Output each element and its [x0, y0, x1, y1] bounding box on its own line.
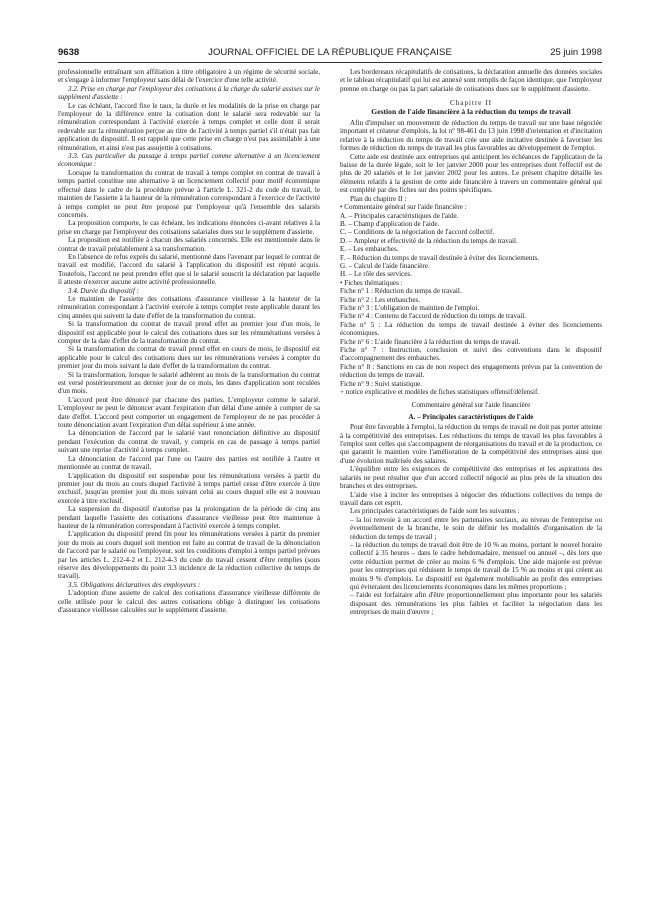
paragraph: Plan du chapitre II :: [350, 194, 407, 203]
list-item: – la réduction du temps de travail doit être de 10 % au moins, portant le nouvel horaire collectif à 35 heures – dans le cadre hebdomadaire, mensuel ou annuel –, dès lors que cette réduction permet de créer au moins 6 % d'emplois. Une aide majorée est prévue pour les entreprises qui réduisent le temps de travail de 15 % au moins et qui créent au moins 9 % d'emplois. Le dispositif est également mobilisable au profit des entreprises qui éviteraient des licenciements économiques dans les mêmes proportions ;: [350, 540, 602, 591]
paragraph: La suspension du dispositif n'autorise pas la prolongation de la période de cinq ans pendant laquelle l'assiette des cotisations d'assurance vieillesse peut être maintenue à hauteur de la rémunération correspondant à l'activité exercée à temps complet.: [58, 505, 320, 530]
right-intro: [340, 68, 602, 93]
paragraph: L'application du dispositif prend fin pour les rémunérations versées à partir du premier jour du mois au cours duquel soit mention est faite au contrat de travail de la dénonciation de l'accord par le salarié ou l'employeur, soit les conditions d'emploi à temps partiel prévues par les articles L. 212-4-2 et L. 212-4-3 du code du travail cessent d'être remplies (sous réserve des développements du point 3.3 incidence de la réduction collective du temps de travail).: [58, 530, 320, 581]
paragraph: La dénonciation de l'accord par le salarié vaut renonciation définitive au dispositif pendant l'exécution du contrat de travail, y compris en cas de passage à temps partiel suivant une reprise d'activité à temps complet.: [58, 429, 320, 455]
list-item: A. – Principales caractéristiques de l'aide.: [340, 211, 459, 220]
paragraph: Le maintien de l'assiette des cotisations d'assurance vieillesse à la hauteur de la rémunération correspondant à l'activité exercée à temps complet reste applicable durant les cinq années qui suivent la date d'effet de la transformation du contrat.: [58, 294, 320, 320]
paragraph: Afin d'impulser un mouvement de réduction du temps de travail sur une base négociée important et créateur d'emplois, la loi n° 98-461 du 13 juin 1998 d'orientation et d'incitation relative à la réduction du temps de travail crée une aide incitative destinée à favoriser les formes de réduction du temps de travail les plus favorables au développement de l'emploi.: [340, 119, 602, 153]
list-item: B. – Champ d'application de l'aide.: [340, 219, 440, 228]
list-item: Fiche n° 7 : Instruction, conclusion et suivi des conventions dans le dispositif d'accompagnement des embauches.: [340, 346, 602, 363]
list-item: F. – Réduction du temps de travail destinée à éviter des licenciements.: [340, 253, 539, 262]
plan-list: [340, 203, 602, 396]
section-subtitle: A. – Principales caractéristiques de l'aide: [408, 412, 534, 421]
right-column: [340, 68, 602, 617]
paragraph: L'adoption d'une assiette de calcul des cotisations d'assurance vieillesse différente de celle utilisée pour le calcul des autres cotisations oblige à distinguer les cotisations d'assurance vieillesse calculées sur le supplément d'assiette.: [58, 589, 320, 614]
list-item: Fiche n° 1 : Réduction du temps de travail.: [340, 287, 462, 296]
header-rule: [58, 62, 602, 63]
paragraph: Lorsque la transformation du contrat de travail à temps complet en contrat de travail à temps partiel constitue une alternative à un licenciement collectif pour motif économique effectué dans le cadre de la procédure prévue à l'article L. 321-2 du code du travail, le maintien de l'assiette à la hauteur de la rémunération correspondant à l'exercice de l'activité à temps complet ne peut être proposé par l'employeur qu'à l'ensemble des salariés concernés.: [58, 168, 320, 219]
chapter-body: [340, 119, 602, 203]
list-item: • Fiches thématiques :: [340, 278, 403, 287]
paragraph: La proposition comporte, le cas échéant, les indications énoncées ci-avant relatives à la prise en charge par l'employeur des cotisations salariales dues sur le supplément d'assiette.: [58, 219, 320, 236]
paragraph: Si la transformation du contrat de travail prend effet au premier jour d'un mois, le dispositif est applicable pour le calcul des cotisations dues sur les rémunérations versées à compter de la date d'effet de la transformation du contrat.: [58, 320, 320, 345]
chapter-label: Chapitre II: [450, 99, 492, 108]
list-item: D. – Ampleur et effectivité de la réduction du temps de travail.: [340, 236, 518, 245]
paragraph: L'application du dispositif est suspendue pour les rémunérations versées à partir du premier jour du mois au cours duquel l'activité à temps partiel cesse d'être exercée à titre exclusif, jusqu'au premier jour du mois suivant celui au cours duquel elle est à nouveau exercée à titre exclusif.: [58, 471, 320, 505]
list-item: Fiche n° 8 : Sanctions en cas de non respect des engagements prévus par la convention de réduction du temps de travail.: [340, 362, 602, 380]
list-item: – l'aide est forfaitaire afin d'être proportionnellement plus importante pour les salariés disposant des rémunérations les plus faibles et faciliter la négociation dans les entreprises de main d'œuvre ;: [350, 591, 602, 617]
list-item: Fiche n° 3 : L'obligation de maintien de l'emploi.: [340, 303, 480, 312]
paragraph: En l'absence de refus exprès du salarié, mentionné dans l'avenant par lequel le contrat de travail est modifié, l'accord du salarié à l'application du dispositif est réputé acquis. Toutefois, l'accord ne peut prendre effet que si le salarié souscrit la déclaration par laquelle il atteste n'exercer aucune autre activité professionnelle.: [58, 252, 320, 287]
paragraph: 3.2. Prise en charge par l'employeur des cotisations à la charge du salarié assises sur le supplément d'assiette :: [58, 84, 320, 102]
left-column: [58, 68, 320, 614]
page-number: 9638: [58, 47, 80, 58]
paragraph: Les principales caractéristiques de l'aide sont les suivantes :: [350, 507, 520, 516]
section-body: [340, 423, 602, 515]
paragraph: La dénonciation de l'accord par l'une ou l'autre des parties est notifiée à l'autre et mentionnée au contrat de travail.: [58, 454, 320, 472]
publication-date: 25 juin 1998: [550, 47, 602, 58]
paragraph: Si la transformation, lorsque le salarié adhèrent au mois de la transformation du contrat est versé postérieurement au dernier jour de ce mois, les dates d'application sont reculées d'un mois.: [58, 370, 320, 396]
list-item: Fiche n° 9 : Suivi statistique.: [340, 379, 423, 388]
list-item: H. – Le rôle des services.: [340, 270, 412, 279]
characteristics-list: [340, 516, 602, 617]
paragraph: Cette aide est destinée aux entreprises qui anticipent les échéances de l'application de la baisse de la durée légale, soit le 1er janvier 2000 pour les entreprises dont l'effectif est de plus de 20 salariés et le 1er janvier 2002 pour les autres. Le présent chapitre détaille les éléments relatifs à la gestion de cette aide financière à travers un commentaire général qui est complété par des fiches sur des points spécifiques.: [340, 152, 602, 195]
paragraph: professionnelle entraînant son affiliation à titre obligatoire à un régime de sécurité sociale, et s'engage à informer l'employeur sans délai de l'exercice d'une telle activité.: [58, 68, 320, 85]
list-item: • Commentaire général sur l'aide financière :: [340, 203, 467, 212]
paragraph: 3.4. Durée du dispositif :: [68, 286, 139, 295]
paragraph: 3.5. Obligations déclaratives des employeurs :: [68, 580, 201, 589]
section-label: Commentaire général sur l'aide financière: [411, 401, 531, 410]
paragraph: L'équilibre entre les exigences de compétitivité des entreprises et les aspirations des salariés ne peut résulter que d'un accord collectif négocié au plus près de la situation des branches et des entreprises.: [340, 465, 602, 491]
list-item: G. – Calcul de l'aide financière.: [340, 261, 430, 270]
page-header: [58, 47, 602, 61]
paragraph: 3.3. Cas particulier du passage à temps partiel comme alternative à un licenciement économique :: [58, 152, 320, 169]
list-item: – la loi renvoie à un accord entre les partenaires sociaux, au niveau de l'entreprise ou éventuellement de la branche, le soin de définir les modalités d'organisation de la réduction du temps de travail ;: [350, 515, 602, 541]
paragraph: L'accord peut être dénoncé par chacune des parties. L'employeur comme le salarié. L'employeur ne peut le dénoncer avant l'expiration d'un délai d'une année à compter de sa date d'effet. L'accord peut comporter un engagement de l'employeur de ne pas procéder à toute dénonciation avant l'expiration d'un délai supérieur à une année.: [58, 395, 320, 430]
list-item: Fiche n° 2 : Les embauches.: [340, 295, 421, 304]
list-item: C. – Conditions de la négociation de l'accord collectif.: [340, 228, 495, 237]
chapter-title: Gestion de l'aide financière à la réduction du temps de travail: [371, 106, 571, 116]
list-item: Fiche n° 6 : L'aide financière à la réduction du temps de travail.: [340, 337, 521, 346]
paragraph: La proposition est notifiée à chacun des salariés concernés. Elle est mentionnée dans le contrat de travail préalablement à sa transformation.: [58, 236, 320, 253]
paragraph: Si la transformation du contrat de travail prend effet en cours de mois, le dispositif est applicable pour le calcul des cotisations dues sur les rémunérations versées à compter du premier jour du mois suivant la date d'effet de la transformation du contrat.: [58, 345, 320, 371]
paragraph: L'aide vise à inciter les entreprises à négocier des réductions collectives du temps de travail dans cet esprit.: [340, 490, 602, 507]
journal-title: JOURNAL OFFICIEL DE LA RÉPUBLIQUE FRANÇAISE: [208, 47, 452, 58]
list-item: Fiche n° 5 : La réduction du temps de travail destinée à éviter des licenciements économiques.: [340, 320, 602, 338]
list-item: E. – Les embauches.: [340, 245, 399, 254]
paragraph: Le cas échéant, l'accord fixe le taux, la durée et les modalités de la prise en charge par l'employeur de la différence entre la cotisation dont le salarié sera redevable sur la rémunération correspondant à l'activité exercée à temps complet et celle dont il serait redevable sur la rémunération perçue au titre de l'activité à temps partiel s'il n'était pas fait application du dispositif. Il est rappelé que cette prise en charge n'est pas assimilable à une rémunération, et ainsi n'est pas assujettie à cotisations.: [58, 101, 320, 152]
list-item: + notice explicative et modèles de fiches statistiques offensif/défensif.: [340, 388, 540, 397]
paragraph: Les bordereaux récapitulatifs de cotisations, la déclaration annuelle des données sociales et le tableau récapitulatif qui lui est annexé sont remplis de façon identique, que l'employeur prenne en charge ou pas la part salariale de cotisations dues sur le supplément d'assiette.: [340, 68, 602, 93]
list-item: Fiche n° 4 : Contenu de l'accord de réduction du temps de travail.: [340, 312, 526, 321]
paragraph: Pour être favorable à l'emploi, la réduction du temps de travail ne doit pas porter atteinte à la compétitivité des entreprises. Les réductions du temps de travail les plus favorables à l'emploi sont celles qui s'accompagnent de réorganisations du travail et de la production, ce qui garantit le maintien voire l'amélioration de la compétitivité des entreprises ainsi que d'une évolution maîtrisée des salaires.: [340, 423, 602, 465]
